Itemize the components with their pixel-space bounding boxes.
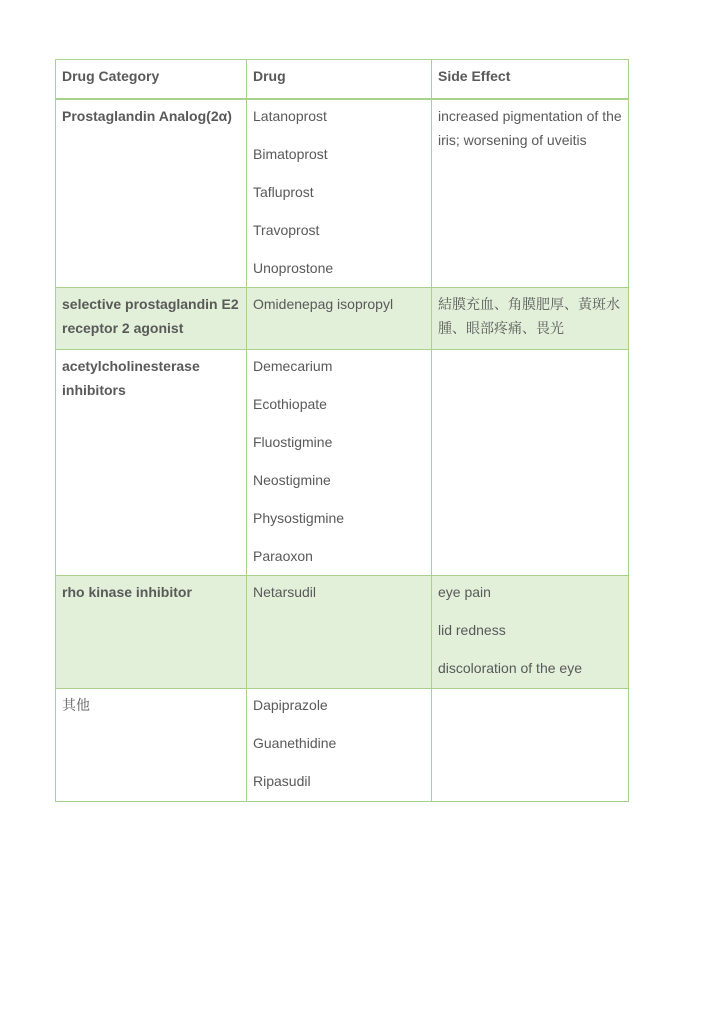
side-effect-cell (432, 349, 629, 575)
table-row (56, 575, 629, 688)
table-row (56, 287, 629, 349)
drug-name: Bimatoprost (253, 146, 328, 162)
drug-name: Travoprost (253, 222, 320, 238)
header-drug: Drug (247, 60, 432, 100)
drug-name: Demecarium (253, 357, 333, 374)
drug-cell (247, 688, 432, 801)
category-cell: acetylcholinesterase inhibitors (56, 349, 247, 575)
drug-table (55, 59, 629, 802)
table-row (56, 99, 629, 287)
drug-name: Ripasudil (253, 772, 311, 789)
header-side-effect: Side Effect (432, 60, 629, 100)
side-effect-text: lid redness (438, 621, 506, 638)
drug-cell (247, 349, 432, 575)
drug-name: Paraoxon (253, 547, 313, 564)
table-row (56, 688, 629, 801)
drug-name: Guanethidine (253, 734, 337, 751)
drug-name: Neostigmine (253, 471, 331, 488)
header-row (56, 60, 629, 100)
table-header (56, 60, 629, 100)
drug-name: Omidenepag isopropyl (253, 295, 394, 312)
side-effect-text: eye pain (438, 583, 491, 600)
category-cell: selective prostaglandin E2 receptor 2 agonist (56, 287, 247, 349)
drug-name: Dapiprazole (253, 696, 328, 713)
table-row (56, 349, 629, 575)
side-effect-cell (432, 575, 629, 688)
drug-name: Unoprostone (253, 260, 334, 276)
drug-cell (247, 287, 432, 349)
drug-name: Fluostigmine (253, 433, 333, 450)
header-drug-category: Drug Category (56, 60, 247, 100)
side-effect-text: 結膜充血、角膜肥厚、黃斑水腫、眼部疼痛、畏光 (438, 295, 620, 336)
drug-name: Tafluprost (253, 184, 314, 200)
drug-cell (247, 99, 432, 287)
side-effect-text: discoloration of the eye (438, 659, 582, 676)
side-effect-cell (432, 99, 629, 287)
drug-cell (247, 575, 432, 688)
drug-name: Physostigmine (253, 509, 345, 526)
table-body (56, 99, 629, 801)
category-cell: rho kinase inhibitor (56, 575, 247, 688)
side-effect-text: increased pigmentation of the iris; worsening of uveitis (438, 108, 622, 148)
drug-name: Latanoprost (253, 108, 327, 124)
drug-name: Ecothiopate (253, 395, 327, 412)
side-effect-cell (432, 688, 629, 801)
category-cell: 其他 (56, 688, 247, 801)
drug-name: Netarsudil (253, 583, 317, 600)
side-effect-cell (432, 287, 629, 349)
category-cell: Prostaglandin Analog(2α) (56, 99, 247, 287)
